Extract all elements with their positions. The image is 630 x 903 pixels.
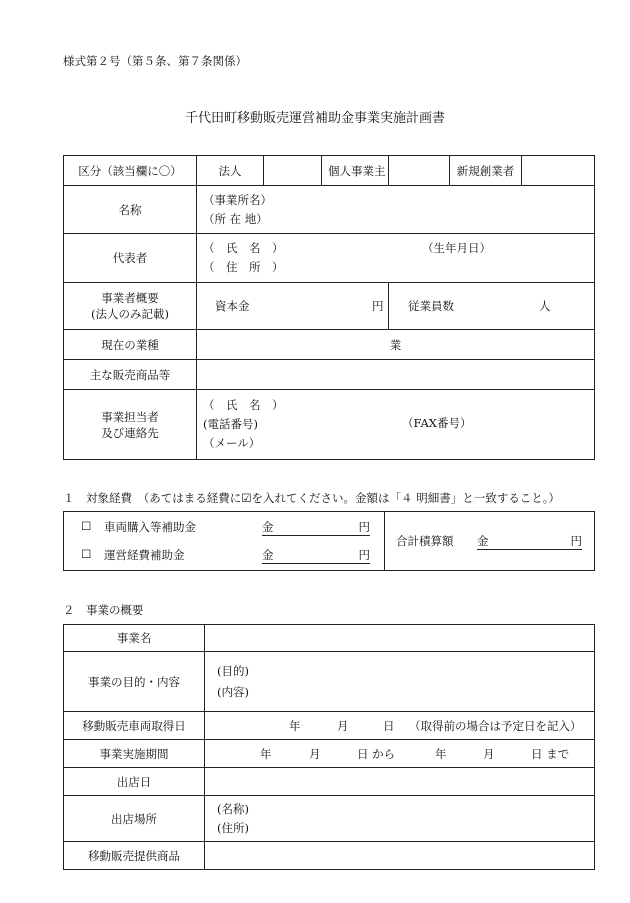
shutoku-hi: 日 bbox=[383, 719, 395, 733]
kikan-end-nen: 年 bbox=[435, 747, 447, 761]
gyo-unit: 業 bbox=[389, 337, 402, 352]
expense-table bbox=[63, 511, 595, 571]
gyoshu-label: 現在の業種 bbox=[64, 330, 197, 360]
meisho-field[interactable] bbox=[197, 186, 595, 234]
jusho-label: （ 住 所 ） bbox=[203, 260, 284, 274]
project-table bbox=[63, 624, 595, 870]
item2-en: 円 bbox=[358, 548, 370, 562]
item1-amount-field[interactable] bbox=[262, 519, 370, 536]
shutoku-nen: 年 bbox=[289, 719, 301, 733]
total-en: 円 bbox=[570, 534, 582, 548]
basho-label: 出店場所 bbox=[64, 796, 205, 842]
kikan-field[interactable] bbox=[205, 740, 595, 768]
shohin-label: 主な販売商品等 bbox=[64, 360, 197, 390]
expense-items bbox=[64, 512, 385, 571]
item1-kin: 金 bbox=[262, 520, 274, 534]
hojin-mark-cell[interactable] bbox=[264, 156, 322, 186]
teikyo-label: 移動販売提供商品 bbox=[64, 842, 205, 870]
shinki-label: 新規創業者 bbox=[450, 156, 522, 186]
kojin-label: 個人事業主 bbox=[322, 156, 389, 186]
total-field[interactable] bbox=[385, 512, 595, 571]
kikan-label: 事業実施期間 bbox=[64, 740, 205, 768]
shozaichi-label: （所 在 地） bbox=[203, 211, 268, 226]
mokuteki-sub: (目的) bbox=[217, 663, 249, 678]
teikyo-field[interactable] bbox=[205, 842, 595, 870]
jugyoin-label: 従業員数 bbox=[408, 299, 454, 313]
total-amount-field[interactable] bbox=[477, 533, 582, 550]
tanto-shimei-label: （ 氏 名 ） bbox=[203, 398, 284, 412]
kikan-start-nen: 年 bbox=[260, 747, 272, 761]
mail-label: （メール） bbox=[203, 436, 261, 450]
item2-amount-field[interactable] bbox=[262, 547, 370, 564]
daihyo-label: 代表者 bbox=[64, 234, 197, 283]
shutten-field[interactable] bbox=[205, 768, 595, 796]
daihyo-field[interactable] bbox=[197, 234, 595, 283]
tanto-label: 事業担当者 及び連絡先 bbox=[64, 390, 197, 460]
shutoku-field[interactable] bbox=[205, 712, 595, 740]
item2-kin: 金 bbox=[262, 548, 274, 562]
shohin-field[interactable] bbox=[197, 360, 595, 390]
jigyosho-label: （事業所名） bbox=[203, 192, 272, 207]
denwa-label: (電話番号) bbox=[203, 417, 258, 431]
page-title: 千代田町移動販売運営補助金事業実施計画書 bbox=[184, 111, 445, 126]
section1-heading: １ 対象経費 （あてはまる経費に☑を入れてください。金額は「４ 明細書」と一致すること。） bbox=[63, 491, 560, 505]
shihonkin-field[interactable] bbox=[197, 283, 389, 330]
shutoku-tsuki: 月 bbox=[337, 719, 349, 733]
shutoku-label: 移動販売車両取得日 bbox=[64, 712, 205, 740]
total-kin: 金 bbox=[477, 534, 489, 548]
basho-name-sub: (名称) bbox=[217, 801, 249, 816]
hojin-label: 法人 bbox=[197, 156, 264, 186]
item1-checkbox[interactable]: ☐ bbox=[81, 519, 92, 533]
kojin-mark-cell[interactable] bbox=[389, 156, 450, 186]
kikan-end-tsuki: 月 bbox=[483, 747, 495, 761]
shinki-mark-cell[interactable] bbox=[522, 156, 595, 186]
item1-label: 車両購入等補助金 bbox=[104, 520, 196, 534]
shihonkin-label: 資本金 bbox=[215, 299, 250, 313]
kikan-start-tsuki: 月 bbox=[309, 747, 321, 761]
form-number: 様式第２号（第５条、第７条関係） bbox=[63, 54, 247, 68]
basho-addr-sub: (住所) bbox=[217, 820, 249, 835]
jugyoin-unit: 人 bbox=[539, 299, 551, 313]
mokuteki-field[interactable] bbox=[205, 652, 595, 712]
naiyo-sub: (内容) bbox=[217, 684, 249, 699]
item2-label: 運営経費補助金 bbox=[104, 548, 185, 562]
kikan-end-hi: 日 まで bbox=[531, 747, 570, 761]
kubun-label: 区分（該当欄に〇） bbox=[64, 156, 197, 186]
gyoshu-field[interactable] bbox=[197, 330, 595, 360]
seinengappi-label: （生年月日） bbox=[422, 241, 491, 255]
gaiyo-label: 事業者概要 (法人のみ記載) bbox=[64, 283, 197, 330]
shimei-label: （ 氏 名 ） bbox=[203, 241, 284, 255]
item2-checkbox[interactable]: ☐ bbox=[81, 547, 92, 561]
mokuteki-label: 事業の目的・内容 bbox=[64, 652, 205, 712]
section2-heading: ２ 事業の概要 bbox=[63, 603, 144, 617]
jugyoin-field[interactable] bbox=[389, 283, 595, 330]
kikan-start-hi: 日 から bbox=[357, 747, 396, 761]
shihonkin-unit: 円 bbox=[372, 299, 384, 313]
meisho-label: 名称 bbox=[64, 186, 197, 234]
jigyomei-label: 事業名 bbox=[64, 625, 205, 652]
tanto-field[interactable] bbox=[197, 390, 595, 460]
item1-en: 円 bbox=[358, 520, 370, 534]
total-label: 合計積算額 bbox=[396, 534, 454, 548]
basho-field[interactable] bbox=[205, 796, 595, 842]
jigyomei-field[interactable] bbox=[205, 625, 595, 652]
shutten-label: 出店日 bbox=[64, 768, 205, 796]
shutoku-note: （取得前の場合は予定日を記入） bbox=[409, 719, 582, 733]
applicant-table bbox=[63, 155, 595, 460]
fax-label: （FAX番号） bbox=[402, 416, 472, 430]
